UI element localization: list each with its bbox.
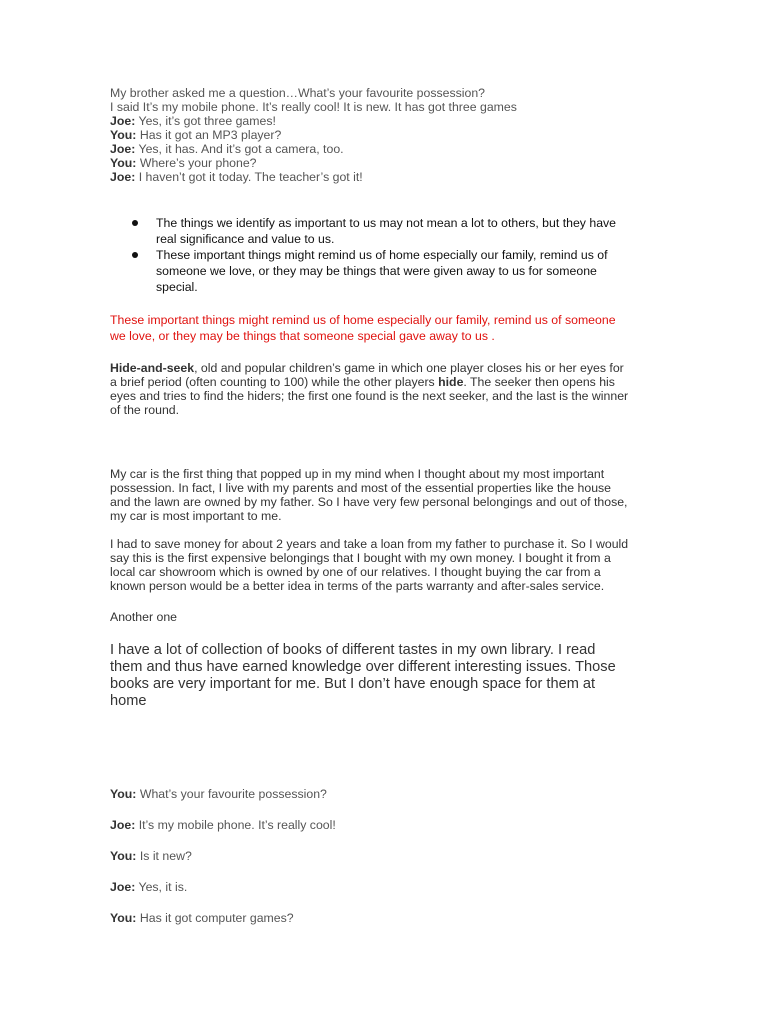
bullet-2-line-2: someone we love, or they may be things that were given away to us for someone	[156, 264, 597, 278]
speaker-label: You:	[110, 128, 137, 142]
dialog-1-intro-2: I said It’s my mobile phone. It’s really cool! It is new. It has got three games	[110, 100, 517, 114]
bullet-icon	[132, 252, 138, 258]
dialog-text: Has it got computer games?	[139, 911, 294, 925]
dialog-text: It’s my mobile phone. It’s really cool!	[138, 818, 336, 832]
car-p1-line-2: possession. In fact, I live with my parents and most of the essential properties like the house	[110, 481, 612, 495]
books-line-4: home	[110, 693, 147, 709]
another-one-label: Another one	[110, 610, 178, 624]
hide-seek-bold-word: hide	[438, 375, 464, 389]
hide-seek-line-2	[110, 375, 615, 389]
dialog-line	[110, 849, 192, 863]
dialog-line	[110, 911, 294, 925]
car-p1-line-3: and the lawn are owned by my father. So I have very few personal belongings and out of those,	[110, 495, 628, 509]
speaker-label: You:	[110, 156, 137, 170]
car-p2-line-2: say this is the first expensive belongings that I bought with my own money. I bought it from a	[110, 551, 611, 565]
bullet-2-line-3: special.	[156, 280, 198, 294]
books-line-1: I have a lot of collection of books of different tastes in my own library. I read	[110, 642, 596, 658]
red-paragraph-line-2: we love, or they may be things that someone special gave away to us .	[110, 329, 495, 343]
bullet-2-line-1: These important things might remind us of home especially our family, remind us of	[156, 248, 608, 262]
speaker-label: You:	[110, 787, 137, 801]
speaker-label: Joe:	[110, 142, 136, 156]
bullet-icon	[132, 220, 138, 226]
bullet-1-line-1: The things we identify as important to us may not mean a lot to others, but they have	[156, 216, 617, 230]
dialog-line	[110, 787, 327, 801]
dialog-text: Yes, it is.	[138, 880, 188, 894]
dialog-line	[110, 170, 363, 184]
speaker-label: Joe:	[110, 170, 136, 184]
car-p1-line-1: My car is the first thing that popped up in my mind when I thought about my most important	[110, 467, 605, 481]
speaker-label: You:	[110, 849, 137, 863]
dialog-text: I haven’t got it today. The teacher’s got it!	[138, 170, 363, 184]
red-paragraph-line-1: These important things might remind us of home especially our family, remind us of someone	[110, 313, 616, 327]
hide-seek-line-1	[110, 361, 624, 375]
speaker-label: You:	[110, 911, 137, 925]
dialog-text: Yes, it’s got three games!	[138, 114, 276, 128]
dialog-line	[110, 128, 281, 142]
bullet-1-line-2: real significance and value to us.	[156, 232, 335, 246]
dialog-text: Yes, it has. And it’s got a camera, too.	[138, 142, 344, 156]
hide-seek-line-3: eyes and tries to find the hiders; the first one found is the next seeker, and the last is the winner	[110, 389, 629, 403]
books-line-2: them and thus have earned knowledge over different interesting issues. Those	[110, 659, 616, 675]
dialog-line	[110, 818, 336, 832]
hide-seek-term: Hide-and-seek	[110, 361, 195, 375]
hide-seek-line-2-post: . The seeker then opens his	[463, 375, 615, 389]
dialog-1-intro-1: My brother asked me a question…What’s your favourite possession?	[110, 86, 486, 100]
dialog-line	[110, 156, 257, 170]
car-p2-line-4: known person would be a better idea in terms of the parts warranty and after-sales service.	[110, 579, 605, 593]
dialog-line	[110, 114, 276, 128]
hide-seek-line-2-pre: a brief period (often counting to 100) while the other players	[110, 375, 439, 389]
speaker-label: Joe:	[110, 114, 136, 128]
books-line-3: books are very important for me. But I don’t have enough space for them at	[110, 676, 596, 692]
car-p2-line-1: I had to save money for about 2 years and take a loan from my father to purchase it. So I would	[110, 537, 629, 551]
speaker-label: Joe:	[110, 880, 136, 894]
car-p2-line-3: local car showroom which is owned by one of our relatives. I thought buying the car from a	[110, 565, 601, 579]
dialog-line	[110, 142, 344, 156]
car-p1-line-4: my car is most important to me.	[110, 509, 282, 523]
dialog-text: Where’s your phone?	[139, 156, 257, 170]
dialog-text: Has it got an MP3 player?	[139, 128, 282, 142]
speaker-label: Joe:	[110, 818, 136, 832]
dialog-text: Is it new?	[139, 849, 192, 863]
hide-seek-line-4: of the round.	[110, 403, 180, 417]
dialog-text: What’s your favourite possession?	[139, 787, 327, 801]
hide-seek-line-1-text: , old and popular children’s game in which one player closes his or her eyes for	[194, 361, 624, 375]
dialog-line	[110, 880, 187, 894]
